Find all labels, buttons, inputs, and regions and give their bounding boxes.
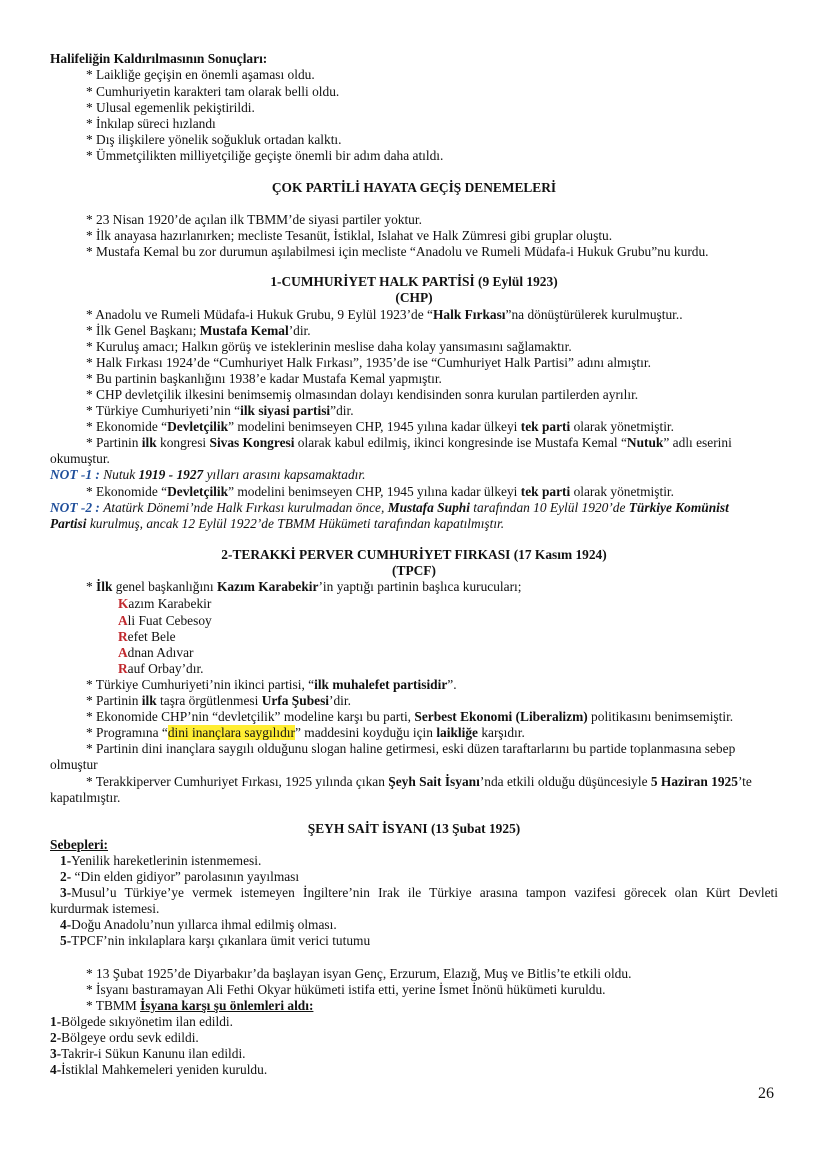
list-item: * İlk anayasa hazırlanırken; mecliste Tesanüt, İstiklal, Islahat ve Halk Zümresi gibi gruplar oluştu. [86,228,613,243]
cause-item-cont: kurdurmak istemesi. [50,901,160,916]
chp-line-3: * Kuruluş amacı; Halkın görüş ve isteklerinin meslise daha kolay yansımasını sağlamaktır. [86,339,572,354]
measure-item: 4-İstiklal Mahkemeleri yeniden kuruldu. [50,1062,268,1077]
section-subtitle-chp: (CHP) [395,290,433,305]
section-title-chp: 1-CUMHURİYET HALK PARTİSİ (9 Eylül 1923) [270,274,558,289]
founder-item: Refet Bele [118,629,176,644]
tpcf-line-1: * İlk genel başkanlığını Kazım Karabekir’in yaptığı partinin başlıca kurucuları; [86,579,522,594]
chp-line-9-cont: okumuştur. [50,451,110,466]
list-item: * Dış ilişkilere yönelik soğukluk ortadan kalktı. [86,132,342,147]
cause-item: 1-Yenilik hareketlerinin istenmemesi. [60,853,262,868]
tpcf-line-5: * Programına “dini inançlara saygılıdır” maddesini koyduğu için laikliğe karşıdır. [86,725,525,740]
list-item: * Laikliğe geçişin en önemli aşaması oldu. [86,67,315,82]
tpcf-line-6: * Partinin dini inançlara saygılı olduğunu slogan haline getirmesi, eski düzen taraftarlarını bu partide toplanmasına sebep [86,741,736,756]
cause-item: 3-Musul’u Türkiye’ye vermek istemeyen İngiltere’nin Irak ile Türkiye arasına tampon vazifesi görecek olan Kürt Devleti [60,885,778,900]
chp-line-7: * Türkiye Cumhuriyeti’nin “ilk siyasi partisi”dir. [86,403,354,418]
cause-item: 5-TPCF’nin inkılaplara karşı çıkanlara ümit verici tutumu [60,933,371,948]
cause-item: 2- “Din elden gidiyor” parolasının yayılması [60,869,300,884]
section-subtitle-tpcf: (TPCF) [392,563,436,578]
measure-item: 1-Bölgede sıkıyönetim ilan edildi. [50,1014,233,1029]
list-item: * Ulusal egemenlik pekiştirildi. [86,100,255,115]
tpcf-line-4: * Ekonomide CHP’nin “devletçilik” modeline karşı bu parti, Serbest Ekonomi (Liberalizm) politikasını benimsemiştir. [86,709,734,724]
chp-line-5: * Bu partinin başkanlığını 1938’e kadar Mustafa Kemal yapmıştır. [86,371,442,386]
page-number: 26 [758,1085,774,1102]
section-title-seyh-sait: ŞEYH SAİT İSYANI (13 Şubat 1925) [307,821,521,836]
tpcf-line-3: * Partinin ilk taşra örgütlenmesi Urfa Şubesi’dir. [86,693,351,708]
chp-line-8: * Ekonomide “Devletçilik” modelini benimseyen CHP, 1945 yılına kadar ülkeyi tek parti olarak yönetmiştir. [86,419,674,434]
founder-item: Ali Fuat Cebesoy [118,613,212,628]
chp-line-4: * Halk Fırkası 1924’de “Cumhuriyet Halk Fırkası”, 1935’de ise “Cumhuriyet Halk Partisi” adını almıştır. [86,355,651,370]
note-2-cont: Partisi kurulmuş, ancak 12 Eylül 1922’de TBMM Hükümeti tarafından kapatılmıştır. [50,516,505,531]
section-title-halifelik: Halifeliğin Kaldırılmasının Sonuçları: [50,51,268,66]
list-item: * Cumhuriyetin karakteri tam olarak belli oldu. [86,84,340,99]
chp-line-6: * CHP devletçilik ilkesini benimsemiş olmasından dolayı kendisinden sonra kurulan partilerden ayrılır. [86,387,639,402]
measure-item: 3-Takrir-i Sükun Kanunu ilan edildi. [50,1046,246,1061]
founder-item: Kazım Karabekir [118,596,212,611]
list-item: * Ümmetçilikten milliyetçiliğe geçişte önemli bir adım daha atıldı. [86,148,444,163]
seyh-line-2: * İsyanı bastıramayan Ali Fethi Okyar hükümeti istifa etti, yerine İsmet İnönü hükümeti kuruldu. [86,982,606,997]
section-title-cok-partili: ÇOK PARTİLİ HAYATA GEÇİŞ DENEMELERİ [271,180,557,195]
list-item: * İnkılap süreci hızlandı [86,116,216,131]
seyh-line-3: * TBMM İsyana karşı şu önlemleri aldı: [86,998,314,1013]
seyh-line-1: * 13 Şubat 1925’de Diyarbakır’da başlayan isyan Genç, Erzurum, Elazığ, Muş ve Bitlis’te etkili oldu. [86,966,632,981]
chp-line-2: * İlk Genel Başkanı; Mustafa Kemal’dir. [86,323,311,338]
section-title-tpcf: 2-TERAKKİ PERVER CUMHURİYET FIRKASI (17 Kasım 1924) [221,547,607,562]
cause-item: 4-Doğu Anadolu’nun yıllarca ihmal edilmiş olması. [60,917,337,932]
list-item: * 23 Nisan 1920’de açılan ilk TBMM’de siyasi partiler yoktur. [86,212,422,227]
founder-item: Rauf Orbay’dır. [118,661,204,676]
tpcf-line-7: * Terakkiperver Cumhuriyet Fırkası, 1925 yılında çıkan Şeyh Sait İsyanı’nda etkili olduğu düşüncesiyle 5 Haziran 1925’te [86,774,752,789]
tpcf-line-2: * Türkiye Cumhuriyeti’nin ikinci partisi, “ilk muhalefet partisidir”. [86,677,457,692]
note-1: NOT -1 : Nutuk 1919 - 1927 yılları arasını kapsamaktadır. [50,467,366,482]
chp-line-10: * Ekonomide “Devletçilik” modelini benimseyen CHP, 1945 yılına kadar ülkeyi tek parti olarak yönetmiştir. [86,484,674,499]
highlight-mark: dini inançlara saygılıdır [167,725,295,740]
founder-item: Adnan Adıvar [118,645,194,660]
tpcf-line-7-cont: kapatılmıştır. [50,790,121,805]
measure-item: 2-Bölgeye ordu sevk edildi. [50,1030,199,1045]
tpcf-line-6-cont: olmuştur [50,757,98,772]
list-item: * Mustafa Kemal bu zor durumun aşılabilmesi için mecliste “Anadolu ve Rumeli Müdafa-i Hukuk Grubu”nu kurdu. [86,244,709,259]
note-2: NOT -2 : Atatürk Dönemi’nde Halk Fırkası kurulmadan önce, Mustafa Suphi tarafından 10 Eylül 1920’de Türkiye Komünist [50,500,729,515]
chp-line-1: * Anadolu ve Rumeli Müdafa-i Hukuk Grubu, 9 Eylül 1923’de “Halk Fırkası”na dönüştürülerek kurulmuştur.. [86,307,683,322]
causes-title: Sebepleri: [50,837,109,852]
chp-line-9: * Partinin ilk kongresi Sivas Kongresi olarak kabul edilmiş, ikinci kongresinde ise Mustafa Kemal “Nutuk” adlı eserini [86,435,732,450]
